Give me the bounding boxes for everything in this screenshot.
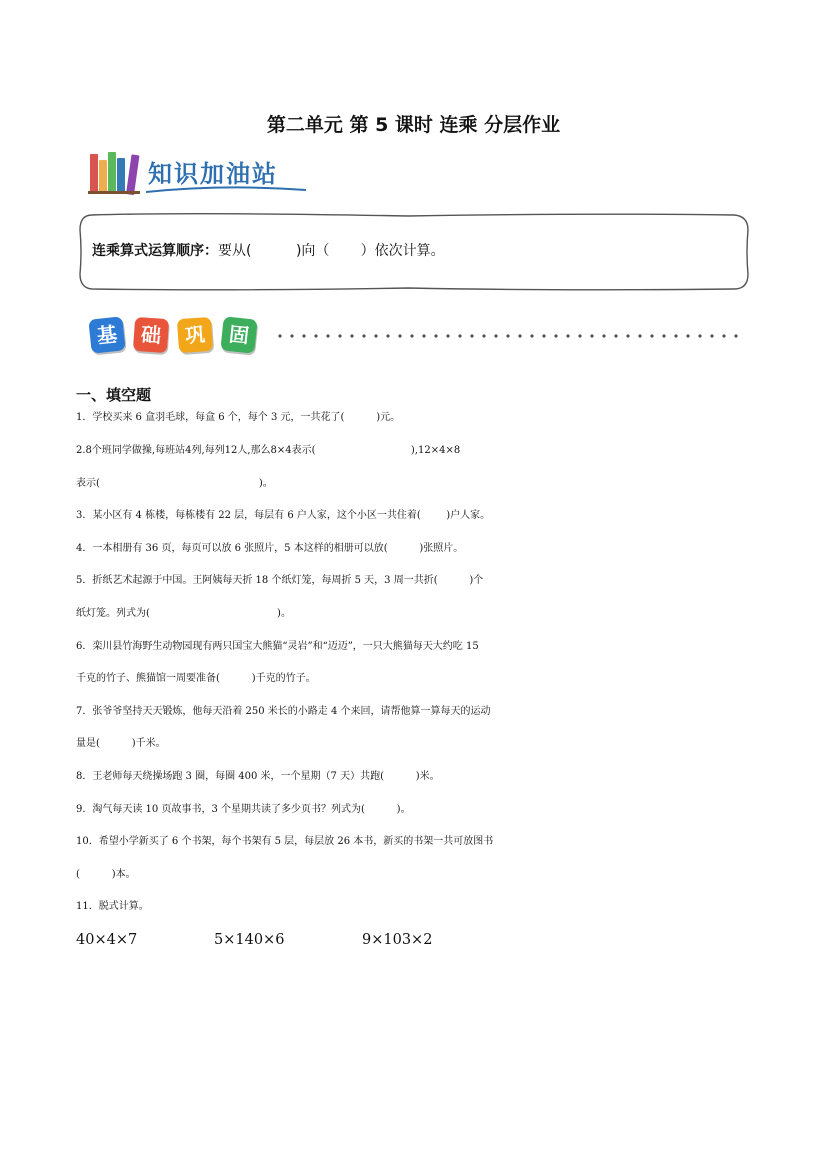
question-5-line-1: 5．折纸艺术起源于中国。王阿姨每天折 18 个纸灯笼，每周折 5 天，3 周一共折( )个 bbox=[76, 575, 484, 586]
basic-tile-3: 巩 bbox=[177, 317, 213, 353]
question-5-line-2: 纸灯笼。列式为( )。 bbox=[76, 608, 291, 619]
calc-1: 40×4×7 bbox=[76, 932, 138, 948]
question-7-line-1: 7．张爷爷坚持天天锻炼，他每天沿着 250 米长的小路走 4 个来回，请帮他算一算每天的运动 bbox=[76, 706, 491, 717]
calc-3: 9×103×2 bbox=[362, 932, 433, 948]
basic-banner bbox=[88, 312, 748, 362]
knowledge-label: 连乘算式运算顺序： bbox=[92, 243, 218, 259]
basic-tile-4: 固 bbox=[220, 316, 257, 353]
question-9: 9．淘气每天读 10 页故事书，3 个星期共读了多少页书？列式为( )。 bbox=[76, 804, 411, 815]
question-6-line-2: 千克的竹子、熊猫馆一周要准备( )千克的竹子。 bbox=[76, 673, 316, 684]
question-10-line-1: 10．希望小学新买了 6 个书架，每个书架有 5 层，每层放 26 本书，新买的书架一共可放图书 bbox=[76, 836, 494, 847]
question-6-line-1: 6．栾川县竹海野生动物园现有两只国宝大熊猫“灵岩”和“迈迈”，一只大熊猫每天大约吃 15 bbox=[76, 641, 479, 652]
question-4: 4．一本相册有 36 页，每页可以放 6 张照片，5 本这样的相册可以放( )张照片。 bbox=[76, 543, 464, 554]
books-icon bbox=[88, 150, 140, 194]
knowledge-banner-title: 知识加油站 bbox=[148, 160, 278, 188]
question-8: 8．王老师每天绕操场跑 3 圈，每圈 400 米，一个星期（7 天）共跑( )米。 bbox=[76, 771, 440, 782]
page-title: 第二单元 第 5 课时 连乘 分层作业 bbox=[266, 114, 561, 136]
basic-tile-1: 基 bbox=[88, 316, 125, 353]
knowledge-banner bbox=[88, 148, 318, 198]
question-7-line-2: 量是( )千米。 bbox=[76, 738, 166, 749]
question-1: 1．学校买来 6 盒羽毛球，每盒 6 个，每个 3 元，一共花了( )元。 bbox=[76, 412, 401, 423]
question-10-line-2: ( )本。 bbox=[76, 869, 136, 880]
question-2-line-2: 表示( )。 bbox=[76, 478, 273, 489]
question-11: 11．脱式计算。 bbox=[76, 901, 149, 912]
calc-2: 5×140×6 bbox=[214, 932, 285, 948]
question-3: 3．某小区有 4 栋楼，每栋楼有 22 层，每层有 6 户人家，这个小区一共住着( )户人家。 bbox=[76, 510, 491, 521]
swoosh-decoration bbox=[146, 186, 306, 194]
dotted-divider bbox=[274, 334, 744, 338]
section-heading: 一、填空题 bbox=[76, 386, 152, 404]
basic-tile-2: 础 bbox=[133, 317, 169, 353]
knowledge-statement bbox=[92, 240, 445, 260]
question-2-line-1: 2.8个班同学做操,每班站4列,每列12人,那么8×4表示( ),12×4×8 bbox=[76, 445, 461, 456]
knowledge-text: 要从( )向（ ）依次计算。 bbox=[218, 243, 445, 259]
